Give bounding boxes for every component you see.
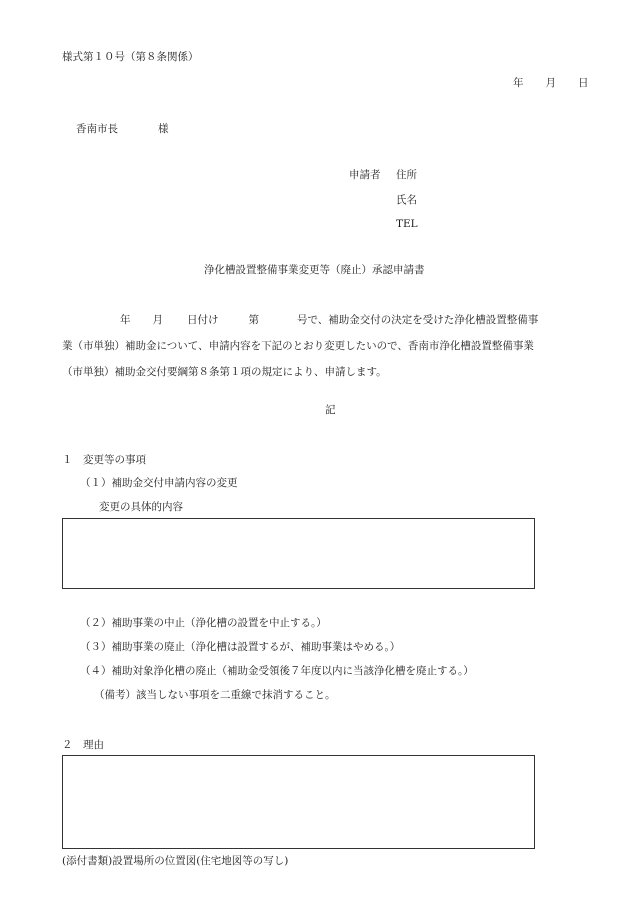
document-body	[62, 307, 602, 385]
addressee	[76, 124, 169, 135]
change-details-box[interactable]	[62, 518, 535, 589]
body-line-2: 業（市単独）補助金について、申請内容を下記のとおり変更したいので、香南市浄化槽設置整備事業	[62, 340, 534, 352]
section-1-item-1: （１）補助金交付申請内容の変更	[80, 477, 238, 489]
date-line	[513, 78, 589, 89]
body-month: 月	[152, 314, 163, 326]
applicant-address-label: 住所	[396, 169, 417, 181]
date-day-label: 日	[578, 77, 589, 89]
date-month-label: 月	[545, 77, 556, 89]
document-title: 浄化槽設置整備事業変更等（廃止）承認申請書	[204, 264, 425, 276]
date-year-label: 年	[513, 77, 524, 89]
remarks: （備考）該当しない事項を二重線で抹消すること。	[94, 689, 336, 701]
addressee-name: 香南市長	[76, 123, 118, 135]
body-day: 日付け	[187, 314, 219, 326]
addressee-honorific: 様	[158, 123, 169, 135]
body-line-1	[62, 307, 602, 333]
body-year: 年	[120, 314, 131, 326]
section-1-item-2: （２）補助事業の中止（浄化槽の設置を中止する。）	[80, 617, 327, 629]
change-details-label: 変更の具体的内容	[99, 501, 183, 513]
body-line-3: （市単独）補助金交付要綱第８条第１項の規定により、申請します。	[62, 366, 387, 378]
body-line-1-rest: 号で、補助金交付の決定を受けた浄化槽設置整備事	[297, 314, 539, 326]
section-2-heading: ２ 理由	[62, 739, 104, 751]
body-number-prefix: 第	[248, 314, 259, 326]
reason-box[interactable]	[62, 755, 535, 849]
ki-heading: 記	[325, 404, 336, 416]
section-1-item-3: （３）補助事業の廃止（浄化槽は設置するが、補助事業はやめる。）	[80, 641, 401, 653]
attachments-note: (添付書類)設置場所の位置図(住宅地図等の写し)	[62, 855, 289, 867]
applicant-tel-label: TEL	[396, 218, 418, 230]
section-1-item-4: （４）補助対象浄化槽の廃止（補助金受領後７年度以内に当該浄化槽を廃止する。）	[80, 665, 474, 677]
applicant-label: 申請者	[349, 169, 381, 181]
applicant-name-label: 氏名	[396, 194, 417, 206]
section-1-heading: １ 変更等の事項	[62, 454, 146, 466]
form-number: 様式第１０号（第８条関係）	[62, 51, 199, 63]
